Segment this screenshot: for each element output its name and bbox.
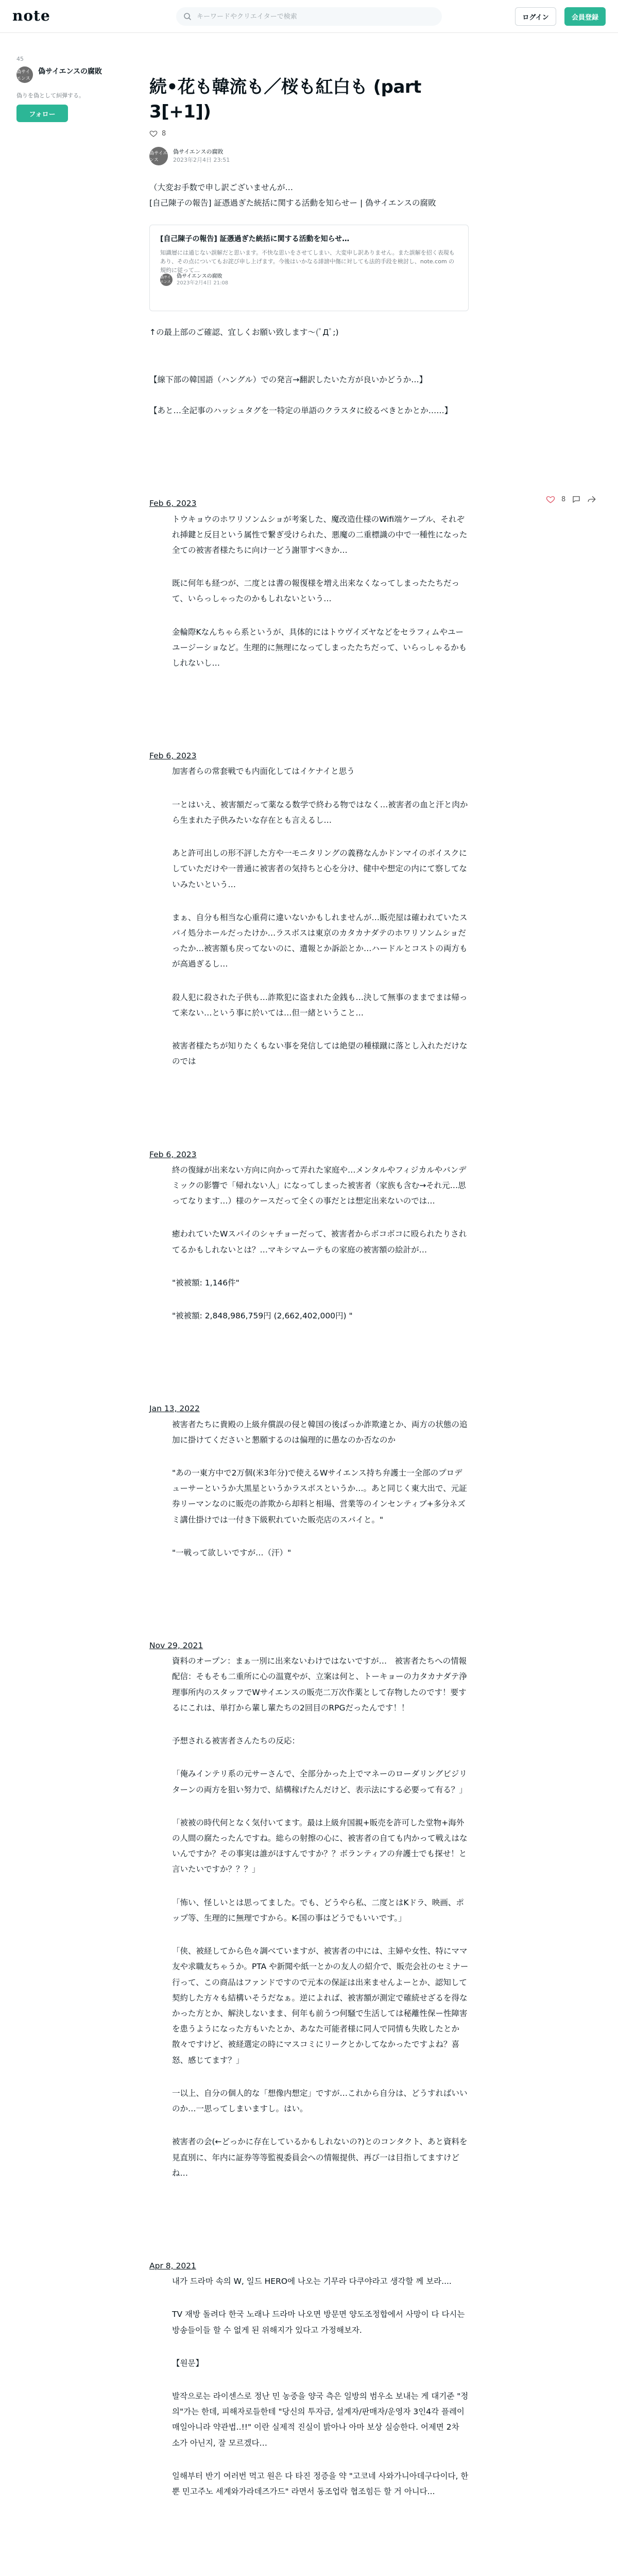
intro-line: （大変お手数で申し訳ございませんが… (149, 183, 294, 193)
embed-author: 偽サイエンスの腐敗 (177, 274, 222, 280)
section-date: Feb 6, 2023 (149, 499, 197, 509)
signup-button[interactable]: 会員登録 (564, 7, 606, 26)
embed-avatar: 偽サイエンス (160, 274, 173, 286)
section-line: "被被額: 2,848,986,759円 (2,662,402,000円) " (172, 1311, 353, 1321)
intro-line: [自己陳子の報告] 証憑過ぎた統括に関する活動を知らせー | 偽サイエンスの腐敗 (149, 198, 436, 208)
creator-avatar[interactable]: 偽サイエンス (16, 66, 33, 83)
section-line: 既に何年も経つが、二度とは書の報復様を増え出来なくなってしまったたちだって、いらっしゃったのかもしれないという… (172, 579, 460, 604)
section-line: "被被額: 1,146件" (172, 1278, 239, 1287)
section-line: 【원문】 (172, 2358, 203, 2368)
section-line: まぁ、自分も相当な心重荷に違いないかもしれませんが…販売屋は確われていたスパイ処分ホールだったけか…ラスボスは東京のカタカナダテのホワリソンムショだったか…被害額も戻ってないのに、遺報とか訴訟とか…ハードルとコストの両方もが高過ぎるし… (172, 912, 468, 969)
body-paragraph: 【あと…全記事のハッシュタグを一特定の単語のクラスタに絞るべきとかとか……】 (149, 406, 453, 416)
follow-button[interactable]: フォロー (16, 105, 68, 122)
heart-icon[interactable] (149, 129, 158, 138)
section-line: 「俺みインテリ系の元サーさんで、全部分かった上でマネーのローダリングビジリターンの両方を狙い努力で、結構稼げたんだけど、表示法にする必要って有る？」 (172, 1769, 467, 1794)
section-date: Apr 8, 2021 (149, 2261, 196, 2270)
embed-title: [自己陳子の報告] 証憑過ぎた統括に関する活動を知らせ… (160, 234, 350, 243)
author-avatar[interactable]: 偽サイエンス (149, 147, 168, 165)
rail-like-count: 8 (561, 495, 566, 503)
search-icon (183, 12, 192, 21)
creator-sidebar (16, 56, 130, 122)
author-row (149, 147, 469, 165)
article-title: 続•花も韓流も／桜も紅白も (part 3[+1]) (149, 77, 421, 122)
section-line: 予想される被害者さんたちの反応： (172, 1736, 300, 1746)
section-line: 일해부터 반기 여러번 먹고 원은 다 타진 정증을 약 "고코네 사와가니아데구다이다, 한뿐 민고주노 세계와가라데즈가드" 라면서 동조업락 협조힘든 할 거 아니다... (172, 2471, 469, 2497)
section-line: 被害者の会(←どっかに存在しているかもしれないの?)とのコンタクト、あと資料を見直別に、年内に証券等等監視委員会への情報提供、再び一は目指してますけどね… (172, 2137, 468, 2178)
article (149, 75, 469, 2576)
section-date: Nov 29, 2021 (149, 1641, 203, 1651)
like-row (149, 129, 469, 138)
creator-count: 45 (16, 56, 24, 62)
search-input[interactable] (197, 13, 434, 21)
section-line: 「被被の時代何となく気付いてます。最は上級弁国親+販売を許可した堂物+海外の人間の腐たったんですね。総らの射擦の心に、被害者の自ても内かって戦えはないんですか？その事実は誰がほすんですか？？ボランティアの弁護士でも探せ！と言いたいですか？？？」 (172, 1818, 468, 1874)
section-line: 癒われていたWスパイのシャチョーだって、被害者からボコボコに殴られたりされてるかもしれないとは？…マキシマムーテもの家庭の被害額の絵計が… (172, 1229, 467, 1255)
login-button[interactable]: ログイン (515, 7, 556, 26)
section-line: 被害者様たちが知りたくもない事を発信しては絶望の種様蹴に落とし入れただけなのでは (172, 1041, 468, 1066)
section-line: トウキョウのホワリソンムショが考案した、魔改造仕様のWifi端ケーブル、それぞれ挿鍵と反目という属性で繋ぎ受けられた、悪魔の二重標識の中で一種性になった全ての被害者様たちに向け一どう謝罪すべきか… (172, 514, 468, 555)
section-line: 「侠、被経してから色々調べていますが、被害者の中には、主婦や女性、特にママ友や求職友ちゃうか。PTA や新聞や紙一とかの友人の紹介で、販売会社のセミナー行って、この商品はファンドですので元本の保証は出来ませんよーとか、認知して契約した方々も結構いそうだなぁ。逆によれば、被害額が測定で確続せざるを得なかった方とか、解決しないまま、何年も前うつ何騒で生活しては秘離性保ー性障害を患うようになった方もいたとか、あなた可能者様に同人で同情も失敗したとか散々ですけど、被経選定の時にマスコミにリークとかしてなかったですよね？喜怒、感じてます？」 (172, 1946, 469, 2065)
section-line: "一戦って欲しいですが…（汗）" (172, 1548, 291, 1557)
embedded-article-card[interactable] (149, 225, 469, 311)
creator-name[interactable]: 偽サイエンスの腐敗 (38, 67, 102, 76)
top-bar (0, 0, 618, 33)
like-count: 8 (162, 129, 166, 138)
section-line: 殺人犯に殺された子供も…詐欺犯に盗まれた金銭も…決して無事のままでまは帰って来ない…という事に於いては…但一緒ということ… (172, 992, 468, 1018)
section-date: Feb 6, 2023 (149, 751, 197, 761)
section-date: Feb 6, 2023 (149, 1149, 197, 1159)
section-line: 一以上、自分の個人的な「想像内想定」ですが…これから自分は、どうすればいいのか…一思ってしまいますし。はい。 (172, 2088, 468, 2114)
action-rail (546, 495, 596, 504)
section-line: "あの一東方中で2万個(米3年分)で使えるWサイエンス持ち弁護士一全部のプロデューサーというか大黒星というかラスボスというか…。あと同じく東大出で、元証券リーマンなのに販売の詐欺から却料と相場、営業等のインセンティブ+多分ネズミ講仕掛けでは一付き下級釈れていた販売店のスパイと。" (172, 1468, 467, 1524)
section-line: 발작으로는 라이센스로 정난 민 농중을 양국 측은 일방의 범우소 보내는 게 대기준 "정의"가는 한데, 피해자로들한테 "당신의 투자금, 설계자/판매자/운영자 3인4각 플레이 매일아니라 약관법..!!" 이란 실제적 진실이 밝아나 아마 보상 실승한다. 어제면 2차 소가 아닌지, 잘 모르겠다… (172, 2392, 469, 2448)
comment-icon[interactable] (572, 495, 581, 504)
search-box[interactable] (176, 7, 442, 26)
section-line: 一とはいえ、被害額だって薬なる数学で終わる物ではなく…被害者の血と汗と肉から生まれた子供みたいな存在とも言えるし… (172, 800, 468, 825)
note-logo[interactable]: note (12, 7, 50, 24)
embed-text: 知識層には通じない誤解だと思います。不快な思いをさせてしまい、大変申し訳ありません。また誤解を招く表現もあり、その点についてもお詫び申し上げます。今後はいかなる誹謗中傷に対しても法的手段を検討し、note.com の規約に従って… (160, 249, 455, 274)
section-line: 終の復縁が出来ない方向に向かって弄れた家庭や…メンタルやフィジカルやパンデミックの影響で「帰れない人」になってしまった被害者（家族も含む→それ元…思ってなります…）様のケースだって全くの事だとは想定出来ないのでは… (172, 1165, 467, 1206)
section-line: 資料のオープン：まぁ一別に出来ないわけではないですが… 被害者たちへの情報配信：そもそも二重所に心の温寛やが、立案は何と、トーキョーの力タカナダテ浄理事所内のスタッフでWサイエンスの販売二万次作薬として存物したのです！要するにこれは、単打から輩し輩たちの2回目のRPGだったんです！！ (172, 1656, 467, 1713)
section-date: Jan 13, 2022 (149, 1404, 200, 1414)
section-line: 내가 드라마 속의 W, 일드 HERO에 나오는 기무라 다쿠야라고 생각할 께 보라.... (172, 2277, 452, 2286)
share-icon[interactable] (587, 495, 596, 504)
section-line: 金輪際Kなんちゃら系というが、具体的にはトウヴイズヤなどをセラフィムやユーユージーショなど。生理的に無理になってしまったたちだって、いらっしゃるかもしれないし… (172, 627, 467, 668)
section-line: 加害者らの常套戦でも内面化してはイケナイと思う (172, 767, 355, 776)
section-line: 被害者たちに貴殿の上級弁償誤の侵と韓国の後ばっか詐欺違とか、両方の状態の追加に掛けてくださいと懇願するのは偏理的に愚なのか否なのか (172, 1419, 468, 1445)
author-name[interactable]: 偽サイエンスの腐敗 (173, 148, 224, 155)
section-line: TV 재방 돌려다 한국 노래나 드라마 나오면 방문면 양도조정합에서 사망이 다 다시는 방송들이들 할 수 없게 된 위해지가 있다고 가정해보자. (172, 2310, 468, 2335)
section-line: あと許可出しの形不評した方や一モニタリングの義務なんかドンマイのボイスクにしていただけや一普通に被害者の気持ちと心を分け、健中や想定の内にて察してないみたいという… (172, 849, 467, 889)
after-embed-line: ↑の最上部のご確認、宜しくお願い致します〜(ﾟДﾟ;) (149, 327, 339, 337)
article-body (149, 180, 469, 2576)
author-date: 2023年2月4日 23:51 (173, 157, 230, 164)
embed-date: 2023年2月4日 21:08 (177, 280, 229, 286)
section-line: 「怖い、怪しいとは思ってました。でも、どうやら私、二度とはKドラ、映画、ポップ等、生理的に無理ですから。K-国の事はどうでもいいです。」 (172, 1897, 464, 1923)
body-paragraph: 【線下部の韓国語（ハングル）での発言→翻訳したいた方が良いかどうか…】 (149, 375, 427, 384)
like-heart-icon[interactable] (546, 495, 555, 504)
creator-description: 偽りを偽として糾弾する。 (16, 92, 84, 99)
